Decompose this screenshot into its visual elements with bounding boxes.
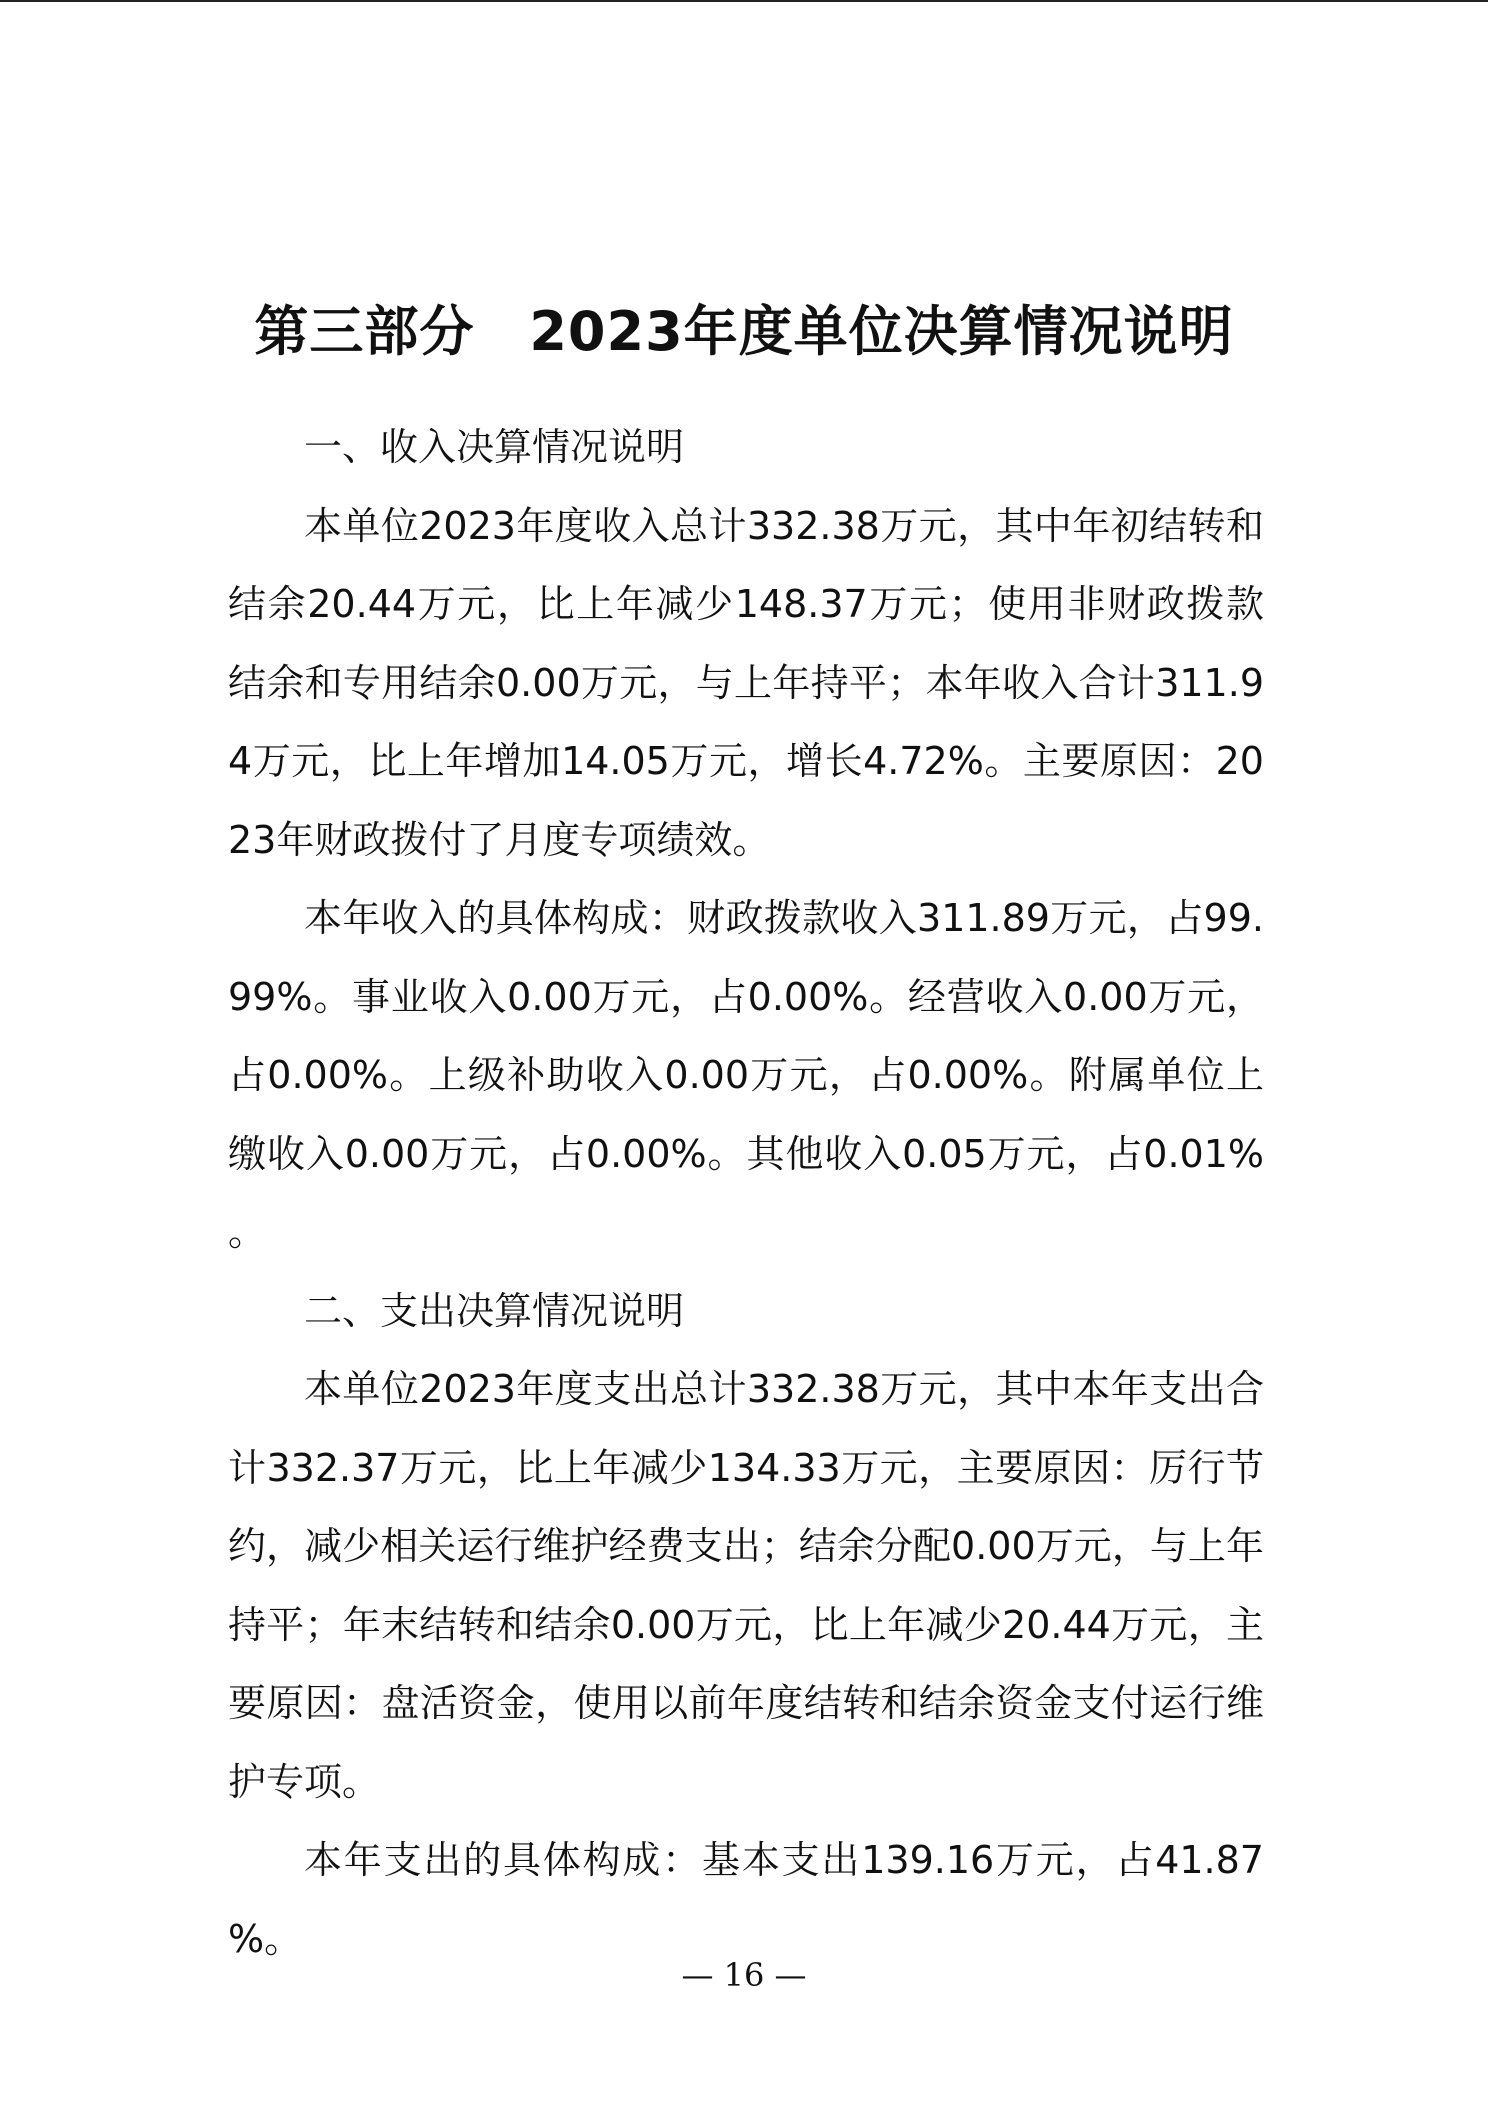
document-body [228,408,1264,1978]
section-heading-income: 一、收入决算情况说明 [304,425,685,469]
expenditure-summary-paragraph: 本单位2023年度支出总计332.38万元，其中本年支出合计332.37万元，比上年减少134.33万元，主要原因：厉行节约，减少相关运行维护经费支出；结余分配0.00万元，与上年持平；年末结转和结余0.00万元，比上年减少20.44万元，主要原因：盘活资金，使用以前年度结转和结余资金支付运行维护专项。 [228,1367,1264,1804]
section-heading-expenditure: 二、支出决算情况说明 [304,1288,685,1333]
income-composition-paragraph: 本年收入的具体构成：财政拨款收入311.89万元，占99.99%。事业收入0.00万元，占0.00%。经营收入0.00万元，占0.00%。上级补助收入0.00万元，占0.00%。附属单位上缴收入0.00万元，占0.00%。其他收入0.05万元，占0.01%。 [228,896,1264,1254]
expenditure-composition-paragraph: 本年支出的具体构成：基本支出139.16万元，占41.87%。 [228,1838,1264,1961]
page-top-border [0,0,1488,2]
page-title: 第三部分 2023年度单位决算情况说明 [254,300,1234,364]
page-number: — 16 — [681,1956,807,1994]
income-summary-paragraph: 本单位2023年度收入总计332.38万元，其中年初结转和结余20.44万元，比上年减少148.37万元；使用非财政拨款结余和专用结余0.00万元，与上年持平；本年收入合计311.94万元，比上年增加14.05万元，增长4.72%。主要原因：2023年财政拨付了月度专项绩效。 [228,503,1264,862]
